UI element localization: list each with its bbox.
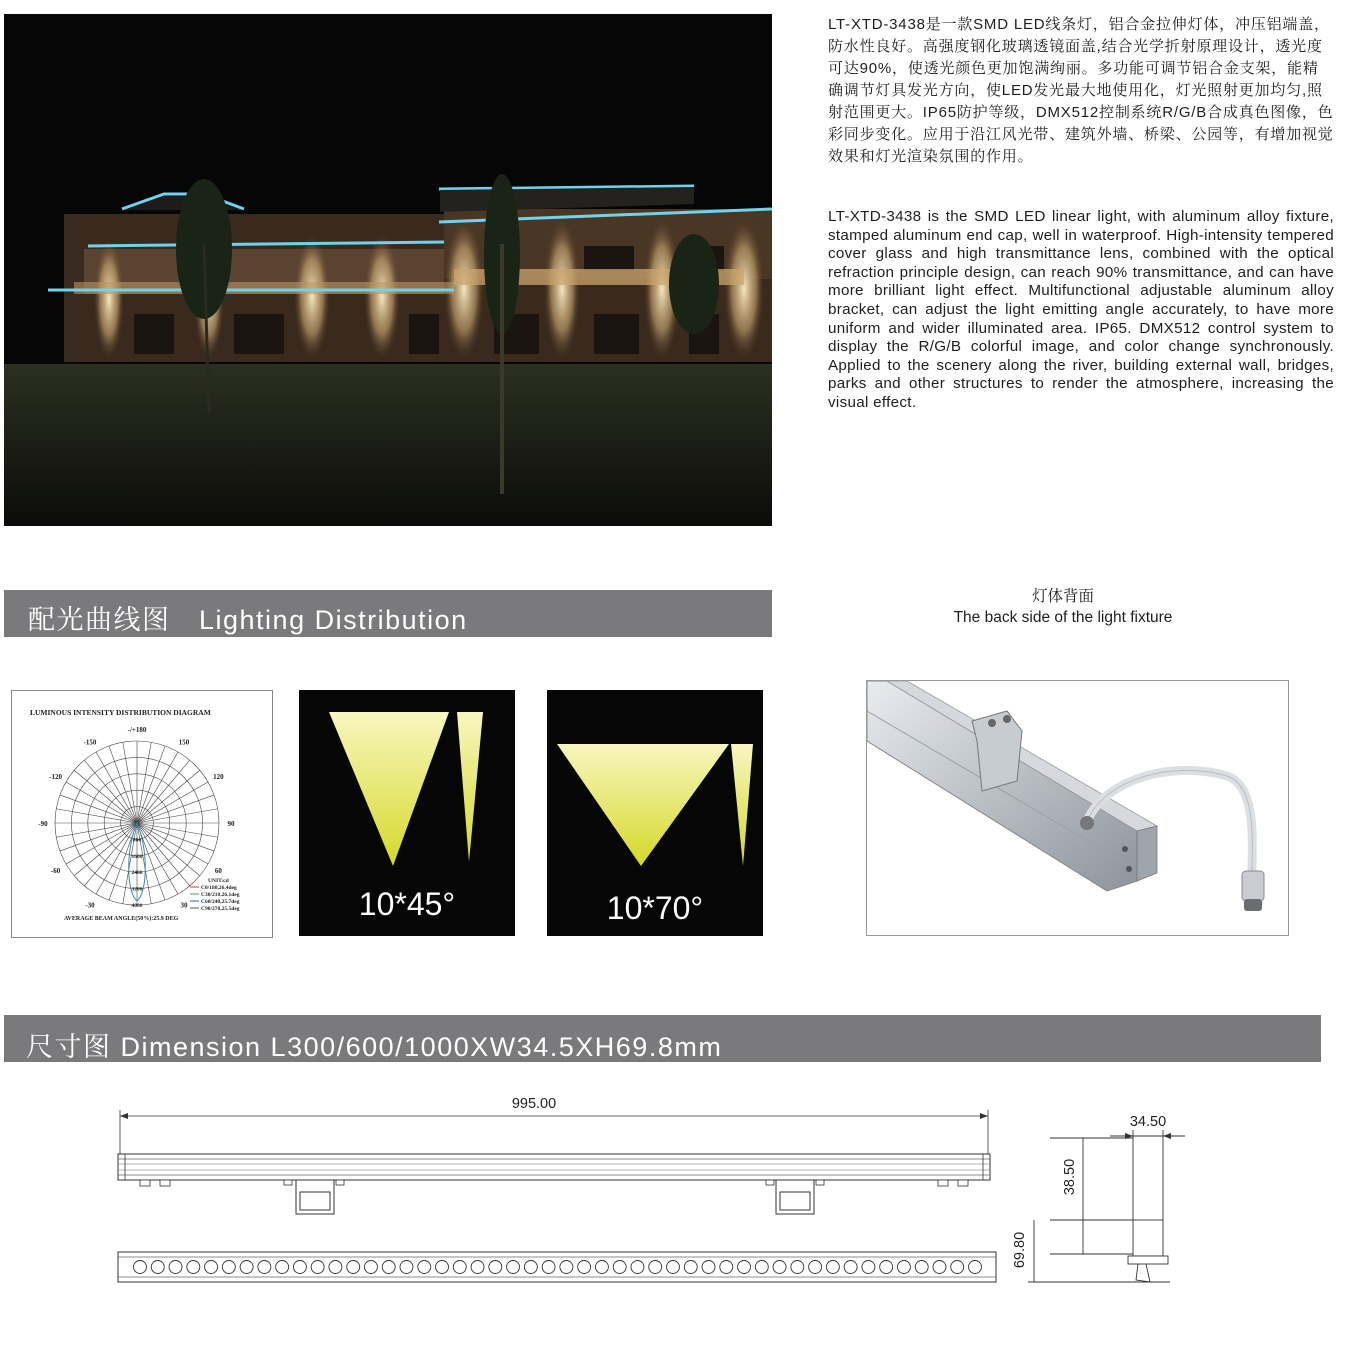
- building-night-photo: [4, 14, 772, 526]
- polar-legend-item: C0/180,26.4deg: [201, 885, 237, 891]
- polar-ring-label: 1600: [131, 853, 143, 860]
- polar-legend-item: C30/210,26.1deg: [201, 892, 240, 898]
- top-view: [118, 1252, 996, 1282]
- beam-angle-10x45: [299, 690, 515, 936]
- dim-length: 995.00: [511, 1096, 557, 1112]
- polar-ring-label: 3200: [131, 886, 143, 893]
- section-title-lighting: 配光曲线图 Lighting Distribution: [28, 605, 468, 635]
- side-view: [118, 1154, 990, 1214]
- polar-ring-label: 2400: [131, 870, 143, 877]
- dim-upper: 38.50: [1062, 1158, 1078, 1196]
- dim-height: 69.80: [1012, 1231, 1028, 1269]
- polar-ring-label: 800: [132, 837, 142, 844]
- description-english: LT-XTD-3438 is the SMD LED linear light, with aluminum alloy fixture, stamped aluminum end cap, well in waterproof. High-intensity tempered cover glass and high transmittance lens, combined with the optical refraction principle design, can reach 90% transmittance, and can have more brilliant light effect. Multifunctional adjustable aluminum alloy bracket, can adjust the light emitting angle accurately, to have more uniform and wider illuminated area. IP65. DMX512 control system to display the R/G/B colorful image, and color change synchronously. Applied to the scenery along the river, building external wall, bridges, parks and other structures to render the atmosphere, increasing the visual effect.: [828, 208, 1334, 411]
- polar-angle-label: -60: [50, 867, 61, 875]
- beam-wide-cone: [329, 712, 449, 866]
- polar-angle-label: 120: [213, 773, 224, 781]
- end-view: [1028, 1130, 1185, 1282]
- beam-narrow-cone: [731, 744, 753, 866]
- polar-legend-item: C90/270,25.5deg: [201, 906, 240, 912]
- beam-narrow-cone: [457, 712, 483, 862]
- polar-diagram-chart: [12, 691, 272, 937]
- polar-angle-label: 60: [214, 867, 222, 875]
- polar-angle-label: -150: [83, 738, 97, 747]
- beam-label-1: 10*45°: [358, 886, 456, 922]
- beam-angle-10x70: [547, 690, 763, 936]
- polar-angle-label: -90: [38, 820, 48, 828]
- polar-angle-label: -120: [49, 773, 63, 781]
- back-side-caption-zh: 灯体背面: [1031, 588, 1094, 605]
- section-title-dimension: 尺寸图 Dimension L300/600/1000XW34.5XH69.8mm: [26, 1032, 723, 1062]
- polar-angle-label: -30: [85, 901, 95, 910]
- fixture-illustration: [867, 681, 1288, 935]
- dimension-svg: [0, 1080, 1364, 1360]
- section-bar-dimension: [4, 1015, 1321, 1062]
- beam-wide-cone: [557, 744, 729, 866]
- polar-legend-item: C60/240,25.7deg: [201, 899, 240, 905]
- back-side-caption: [898, 586, 1228, 628]
- description-chinese: LT-XTD-3438是一款SMD LED线条灯，铝合金拉伸灯体，冲压铝端盖，防水性良好。高强度钢化玻璃透镜面盖,结合光学折射原理设计，透光度可达90%，使透光颜色更加饱满绚丽。多功能可调节铝合金支架，能精确调节灯具发光方向，使LED发光最大地使用化，灯光照射更加均匀,照射范围更大。IP65防护等级，DMX512控制系统R/G/B合成真色图像，色彩同步变化。应用于沿江风光带、建筑外墙、桥梁、公园等，有增加视觉效果和灯光渲染氛围的作用。: [828, 16, 1334, 165]
- polar-unit: UNIT:cd: [208, 878, 229, 884]
- polar-angle-label: 150: [178, 738, 190, 747]
- polar-angle-label: 90: [227, 820, 235, 828]
- polar-ring-label: 4000: [131, 903, 143, 909]
- polar-angle-label: 30: [180, 901, 188, 910]
- back-side-caption-en: The back side of the light fixture: [953, 609, 1173, 626]
- polar-diagram: [11, 690, 273, 938]
- fixture-back-photo: [866, 680, 1289, 936]
- dimension-drawing: [0, 1080, 1364, 1360]
- polar-angle-label: -/+180: [127, 726, 147, 734]
- dim-width: 34.50: [1129, 1114, 1167, 1130]
- beam-label-2: 10*70°: [606, 890, 704, 926]
- polar-title: LUMINOUS INTENSITY DISTRIBUTION DIAGRAM: [30, 708, 211, 717]
- polar-average: AVERAGE BEAM ANGLE(50%):25.9 DEG: [64, 916, 179, 922]
- section-bar-lighting: [4, 590, 772, 637]
- building-illustration: [4, 14, 772, 526]
